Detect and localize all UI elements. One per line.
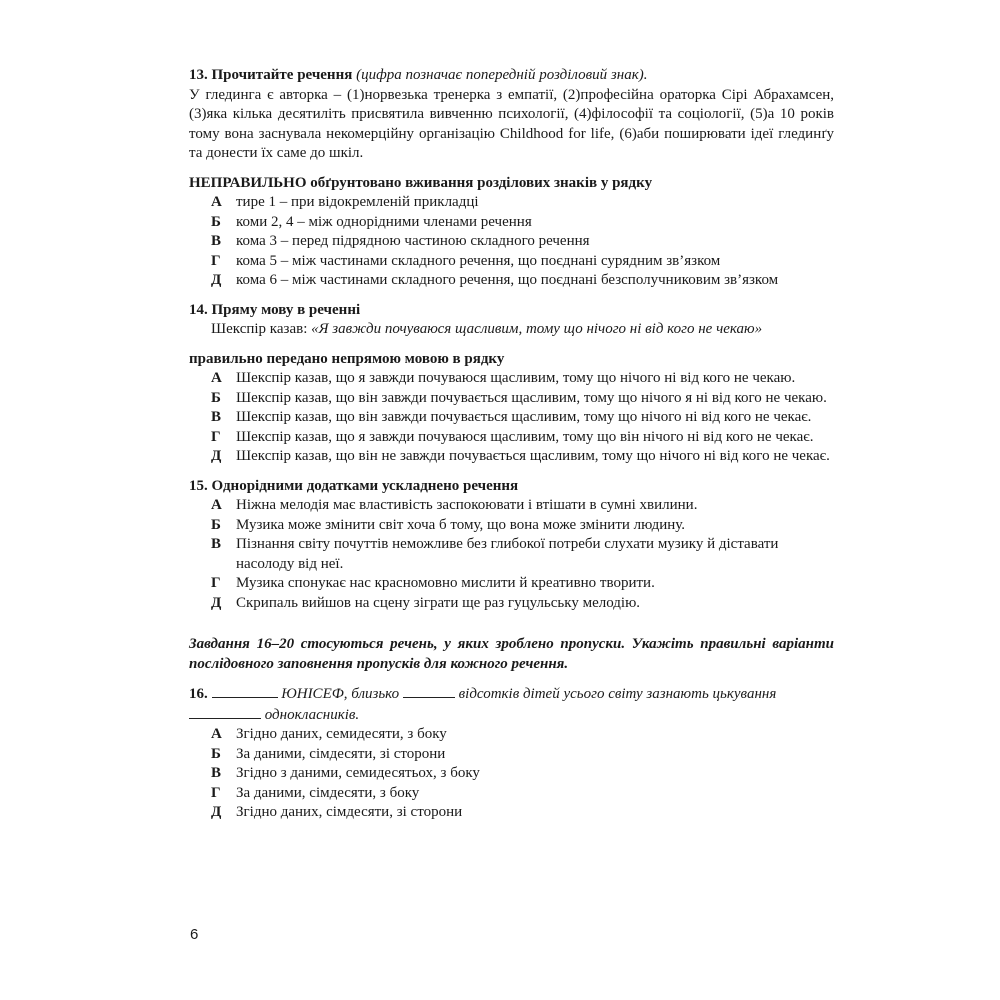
sentence-part-1: ЮНІСЕФ, близько <box>281 686 400 702</box>
option-v[interactable] <box>211 764 834 784</box>
option-letter: Д <box>211 594 222 611</box>
section-instruction: Завдання 16–20 стосуються речень, у яких зроблено пропуски. Укажіть правильні варіанти послідовного заповнення пропусків для кожного речення. <box>189 636 834 672</box>
question-16-sentence <box>189 684 834 725</box>
option-text: кома 6 – між частинами складного речення, що поєднані безсполучниковим зв’язком <box>236 272 779 288</box>
question-number: 13. <box>189 67 208 83</box>
option-text: Шекспір казав, що він завжди почувається щасливим, тому що нічого ні від кого не чекає. <box>236 409 812 425</box>
option-text: Згідно даних, семидесяти, з боку <box>236 726 447 742</box>
option-letter: Б <box>211 516 221 533</box>
blank-3[interactable] <box>189 705 261 719</box>
option-h[interactable] <box>211 574 834 594</box>
option-letter: Б <box>211 745 221 762</box>
option-h[interactable] <box>211 252 834 272</box>
option-b[interactable] <box>211 213 834 233</box>
option-letter: А <box>211 370 222 386</box>
option-d[interactable] <box>211 594 834 614</box>
question-14 <box>189 301 834 467</box>
option-text: Шекспір казав, що він не завжди почувається щасливим, тому що нічого ні від кого не чекає. <box>236 448 830 464</box>
option-letter: А <box>211 497 222 513</box>
option-d[interactable] <box>211 271 834 291</box>
question-15 <box>189 477 834 614</box>
option-d[interactable] <box>211 803 834 823</box>
option-letter: В <box>211 233 222 249</box>
question-prompt <box>211 320 834 340</box>
question-13 <box>189 66 834 291</box>
option-letter: А <box>211 194 222 210</box>
question-stem: правильно передано непрямою мовою в рядку <box>189 350 505 367</box>
option-v[interactable] <box>211 408 834 428</box>
option-b[interactable] <box>211 745 834 765</box>
page-number: 6 <box>190 926 199 943</box>
option-letter: Г <box>211 575 221 591</box>
question-note: (цифра позначає попередній розділовий знак). <box>356 67 648 83</box>
option-text: Музика може змінити світ хоча б тому, що вона може змінити людину. <box>236 516 686 533</box>
option-b[interactable] <box>211 389 834 409</box>
question-16 <box>189 684 834 823</box>
sentence-part-3: однокласників. <box>264 706 360 723</box>
option-a[interactable] <box>211 725 834 745</box>
option-letter: Г <box>211 252 221 269</box>
option-b[interactable] <box>211 516 834 536</box>
option-d[interactable] <box>211 447 834 467</box>
option-text: Пізнання світу почуттів неможливе без глибокої потреби слухати музику й діставати насолоду від неї. <box>236 536 779 572</box>
option-text: коми 2, 4 – між однорідними членами речення <box>236 213 532 230</box>
option-letter: Г <box>211 428 221 445</box>
option-letter: Б <box>211 389 221 406</box>
option-text: Шекспір казав, що я завжди почуваюся щасливим, тому що нічого ні від кого не чекаю. <box>236 370 796 386</box>
option-text: Згідно даних, сімдесяти, зі сторони <box>236 804 463 820</box>
question-title: Прочитайте речення <box>211 67 353 83</box>
sentence-part-2: відсотків дітей усього світу зазнають цькування <box>458 686 777 702</box>
question-15-header <box>189 477 834 497</box>
prompt-quote: «Я завжди почуваюся щасливим, тому що нічого ні від кого не чекаю» <box>311 321 763 337</box>
question-number: 14. <box>189 301 208 318</box>
option-h[interactable] <box>211 784 834 804</box>
question-title: Пряму мову в реченні <box>211 301 361 318</box>
option-a[interactable] <box>211 496 834 516</box>
option-text: Ніжна мелодія має властивість заспокоювати і втішати в сумні хвилини. <box>236 497 698 513</box>
option-v[interactable] <box>211 535 834 574</box>
option-h[interactable] <box>211 428 834 448</box>
option-text: Згідно з даними, семидесятьох, з боку <box>236 765 480 781</box>
question-number: 15. <box>189 477 208 494</box>
options-list <box>211 369 834 467</box>
question-14-header <box>189 301 834 321</box>
option-a[interactable] <box>211 193 834 213</box>
option-v[interactable] <box>211 232 834 252</box>
option-text: За даними, сімдесяти, з боку <box>236 784 420 801</box>
option-letter: Д <box>211 448 222 464</box>
option-text: Музика спонукає нас красномовно мислити й креативно творити. <box>236 575 655 591</box>
option-letter: В <box>211 536 222 552</box>
question-title: Однорідними додатками ускладнено речення <box>211 477 519 494</box>
options-list <box>211 725 834 823</box>
question-number: 16. <box>189 686 208 702</box>
option-text: Скрипаль вийшов на сцену зіграти ще раз гуцульську мелодію. <box>236 594 641 611</box>
option-text: кома 5 – між частинами складного речення, що поєднані сурядним зв’язком <box>236 252 721 269</box>
blank-2[interactable] <box>403 684 455 698</box>
option-letter: Д <box>211 804 222 820</box>
option-a[interactable] <box>211 369 834 389</box>
options-list <box>211 193 834 291</box>
option-letter: В <box>211 765 222 781</box>
option-letter: Б <box>211 213 221 230</box>
question-stem: НЕПРАВИЛЬНО обґрунтовано вживання розділових знаків у рядку <box>189 174 653 191</box>
option-letter: Г <box>211 784 221 801</box>
question-text: У глединга є авторка – (1)норвезька тренерка з емпатії, (2)професійна ораторка Сірі Абрахамсен, (3)яка кілька десятиліть присвятила вивченню психології, (4)філософії та соціології, (5)а 10 років тому вона заснувала некомерційну організацію Childhood for life, (6)аби поширювати ідеї глединґу та донести їх саме до шкіл. <box>189 86 834 161</box>
blank-1[interactable] <box>212 684 278 698</box>
option-letter: А <box>211 726 222 742</box>
option-text: За даними, сімдесяти, зі сторони <box>236 745 446 762</box>
question-13-header <box>189 66 834 86</box>
option-text: Шекспір казав, що він завжди почувається щасливим, тому що нічого я ні від кого не чекаю. <box>236 389 827 406</box>
option-text: тире 1 – при відокремленій прикладці <box>236 194 479 210</box>
option-letter: Д <box>211 272 222 288</box>
page-content <box>189 66 834 823</box>
option-text: кома 3 – перед підрядною частиною складного речення <box>236 233 590 249</box>
prompt-lead: Шекспір казав: <box>211 321 312 337</box>
options-list <box>211 496 834 613</box>
option-letter: В <box>211 409 222 425</box>
option-text: Шекспір казав, що я завжди почуваюся щасливим, тому що він нічого ні від кого не чекає. <box>236 428 814 445</box>
